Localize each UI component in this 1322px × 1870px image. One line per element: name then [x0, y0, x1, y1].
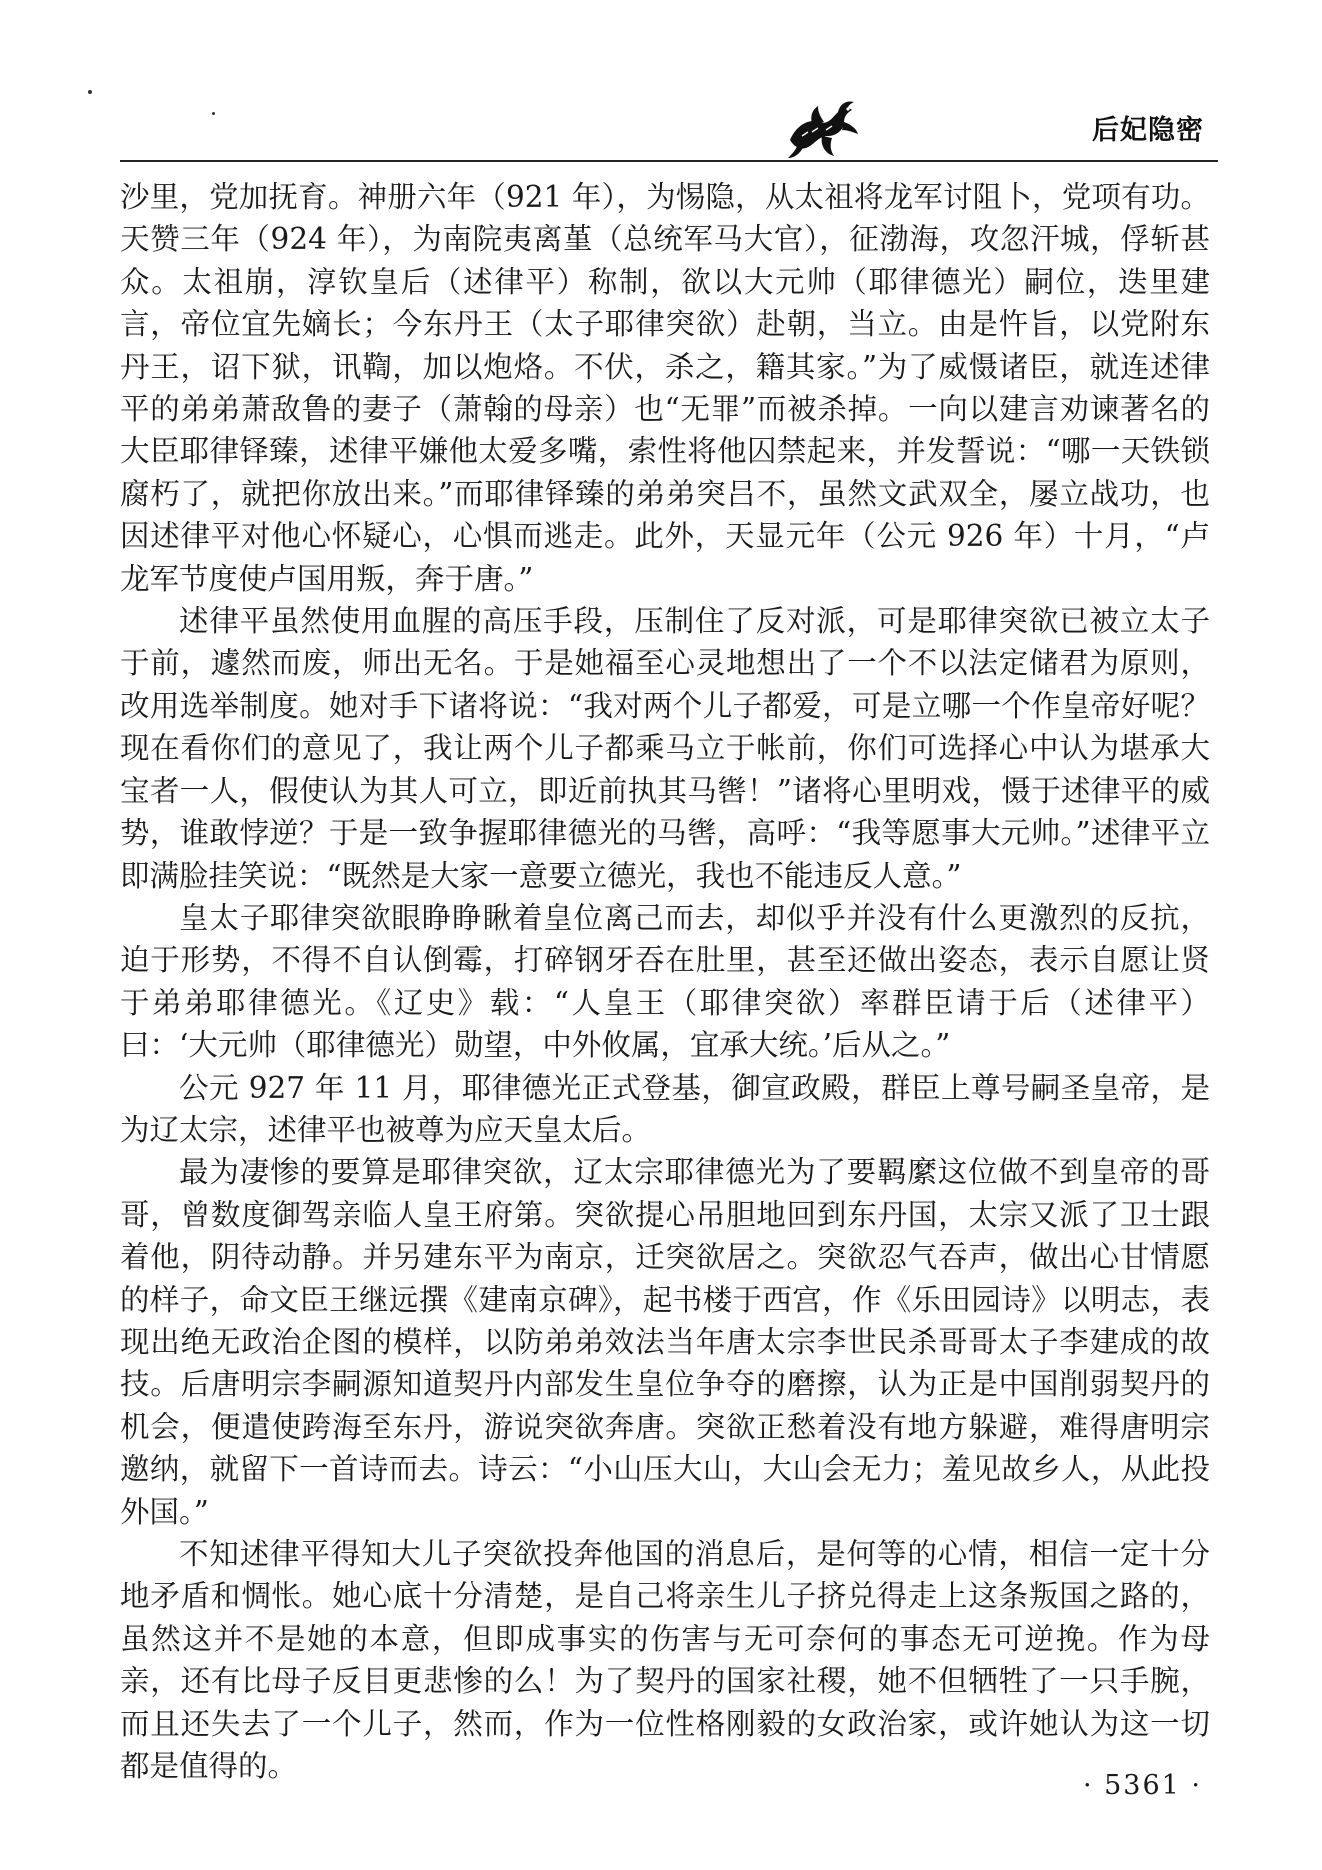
header-title: 后妃隐密	[1092, 115, 1204, 146]
paragraph: 公元 927 年 11 月，耶律德光正式登基，御宣政殿，群臣上尊号嗣圣皇帝，是为辽太宗，述律平也被尊为应天皇太后。	[120, 1070, 1210, 1147]
paragraph: 皇太子耶律突欲眼睁睁瞅着皇位离己而去，却似乎并没有什么更激烈的反抗，迫于形势，不得不自认倒霉，打碎钢牙吞在肚里，甚至还做出姿态，表示自愿让贤于弟弟耶律德光。《辽史》载：“人皇王（耶律突欲）率群臣请于后（述律平）曰：‘大元帅（耶律德光）勋望，中外攸属，宜承大统。’后从之。”	[120, 900, 1210, 1063]
paragraph: 不知述律平得知大儿子突欲投奔他国的消息后，是何等的心情，相信一定十分地矛盾和惆怅。她心底十分清楚，是自己将亲生儿子挤兑得走上这条叛国之路的，虽然这并不是她的本意，但即成事实的伤害与无可奈何的事态无可逆挽。作为母亲，还有比母子反目更悲惨的么！为了契丹的国家社稷，她不但牺牲了一只手腕，而且还失去了一个儿子，然而，作为一位性格刚毅的女政治家，或许她认为这一切都是值得的。	[120, 1537, 1210, 1784]
dragon-emblem-icon	[782, 96, 862, 162]
running-header	[120, 88, 1218, 166]
scan-speck	[88, 90, 92, 94]
paragraph: 沙里，党加抚育。神册六年（921 年），为惕隐，从太祖将龙军讨阻卜，党项有功。天赞三年（924 年），为南院夷离堇（总统军马大官），征渤海，攻忽汗城，俘斩甚众。太祖崩，淳钦皇后（述律平）称制，欲以大元帅（耶律德光）嗣位，迭里建言，帝位宜先嫡长；今东丹王（太子耶律突欲）赴朝，当立。由是忤旨，以党附东丹王，诏下狱，讯鞫，加以炮烙。不伏，杀之，籍其家。”为了威慑诸臣，就连述律平的弟弟萧敌鲁的妻子（萧翰的母亲）也“无罪”而被杀掉。一向以建言劝谏著名的大臣耶律铎臻，述律平嫌他太爱多嘴，索性将他囚禁起来，并发誓说：“哪一天铁锁腐朽了，就把你放出来。”而耶律铎臻的弟弟突吕不，虽然文武双全，屡立战功，也因述律平对他心怀疑心，心惧而逃走。此外，天显元年（公元 926 年）十月，“卢龙军节度使卢国用叛，奔于唐。”	[120, 180, 1210, 596]
paragraph: 述律平虽然使用血腥的高压手段，压制住了反对派，可是耶律突欲已被立太子于前，遽然而废，师出无名。于是她福至心灵地想出了一个不以法定储君为原则，改用选举制度。她对手下诸将说：“我对两个儿子都爱，可是立哪一个作皇帝好呢？现在看你们的意见了，我让两个儿子都乘马立于帐前，你们可选择心中认为堪承大宝者一人，假使认为其人可立，即近前执其马辔！”诸将心里明戏，慑于述律平的威势，谁敢悖逆？于是一致争握耶律德光的马辔，高呼：“我等愿事大元帅。”述律平立即满脸挂笑说：“既然是大家一意要立德光，我也不能违反人意。”	[120, 604, 1210, 893]
body-text	[120, 176, 1210, 1787]
page-number: · 5361 ·	[1082, 1770, 1202, 1801]
header-rule	[120, 160, 1218, 162]
paragraph: 最为凄惨的要算是耶律突欲，辽太宗耶律德光为了要羁縻这位做不到皇帝的哥哥，曾数度御驾亲临人皇王府第。突欲提心吊胆地回到东丹国，太宗又派了卫士跟着他，阴待动静。并另建东平为南京，迁突欲居之。突欲忍气吞声，做出心甘情愿的样子，命文臣王继远撰《建南京碑》，起书楼于西宫，作《乐田园诗》以明志，表现出绝无政治企图的模样，以防弟弟效法当年唐太宗李世民杀哥哥太子李建成的故技。后唐明宗李嗣源知道契丹内部发生皇位争夺的磨擦，认为正是中国削弱契丹的机会，便遣使跨海至东丹，游说突欲奔唐。突欲正愁着没有地方躲避，难得唐明宗邀纳，就留下一首诗而去。诗云：“小山压大山，大山会无力；羞见故乡人，从此投外国。”	[120, 1155, 1210, 1529]
